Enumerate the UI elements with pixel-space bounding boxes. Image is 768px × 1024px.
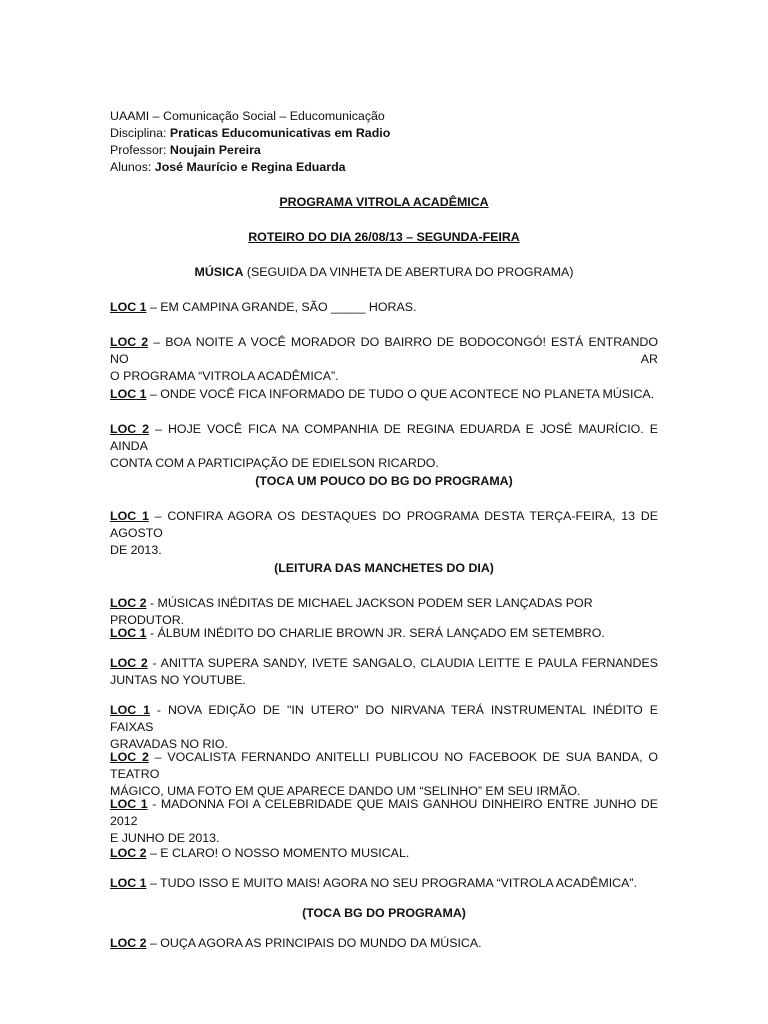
script-date: ROTEIRO DO DIA 26/08/13 – SEGUNDA-FEIRA: [248, 230, 520, 244]
music-cue: [0, 264, 768, 281]
loc-label: LOC 1: [110, 626, 147, 640]
loc-label: LOC 1: [110, 387, 147, 401]
discipline-value: Praticas Educomunicativas em Radio: [169, 126, 391, 140]
line-text: - ANITTA SUPERA SANDY, IVETE SANGALO, CLAUDIA LEITTE E PAULA FERNANDES: [147, 656, 658, 670]
line-continuation: DE 2013.: [110, 543, 162, 557]
institution-line: UAAMI – Comunicação Social – Educomunicação: [110, 109, 385, 123]
students-label: Alunos:: [110, 160, 152, 174]
professor-line: [110, 142, 261, 159]
line-text: - MADONNA FOI A CELEBRIDADE QUE MAIS GANHOU DINHEIRO ENTRE JUNHO DE 2012: [110, 797, 658, 828]
script-line: [110, 595, 658, 629]
loc-label: LOC 2: [110, 750, 149, 764]
script-line: [110, 935, 658, 952]
line-continuation: E JUNHO DE 2013.: [110, 831, 220, 845]
students-line: [110, 159, 346, 176]
music-word: MÚSICA: [194, 265, 244, 279]
line-text: – TUDO ISSO E MUITO MAIS! AGORA NO SEU PROGRAMA “VITROLA ACADÊMICA”.: [146, 876, 637, 890]
direction-headlines: (LEITURA DAS MANCHETES DO DIA): [274, 561, 494, 575]
loc-label: LOC 2: [110, 936, 147, 950]
program-title: PROGRAMA VITROLA ACADÊMICA: [279, 195, 489, 209]
line-text: – CONFIRA AGORA OS DESTAQUES DO PROGRAMA DESTA TERÇA-FEIRA, 13 DE AGOSTO: [110, 509, 658, 540]
line-text: – OUÇA AGORA AS PRINCIPAIS DO MUNDO DA MÚSICA.: [146, 936, 482, 950]
professor-value: Noujain Pereira: [169, 143, 261, 157]
students-value: José Maurício e Regina Eduarda: [154, 160, 346, 174]
music-note: (SEGUIDA DA VINHETA DE ABERTURA DO PROGRAMA): [246, 265, 574, 279]
script-line: [110, 625, 658, 642]
direction-bg: (TOCA BG DO PROGRAMA): [302, 906, 466, 920]
loc-label: LOC 2: [110, 596, 147, 610]
loc-label: LOC 1: [110, 876, 147, 890]
loc-label: LOC 1: [110, 509, 149, 523]
line-text: - NOVA EDIÇÃO DE "IN UTERO" DO NIRVANA TERÁ INSTRUMENTAL INÉDITO E FAIXAS: [110, 703, 658, 734]
loc-label: LOC 2: [110, 422, 150, 436]
line-text: – HOJE VOCÊ FICA NA COMPANHIA DE REGINA EDUARDA E JOSÉ MAURÍCIO. E AINDA: [110, 422, 658, 453]
script-line: [110, 875, 658, 892]
script-line: [110, 796, 658, 847]
line-text: – E CLARO! O NOSSO MOMENTO MUSICAL.: [146, 846, 410, 860]
script-line: [110, 386, 658, 403]
script-line: [110, 845, 658, 862]
loc-label: LOC 1: [110, 797, 148, 811]
line-text: – BOA NOITE A VOCÊ MORADOR DO BAIRRO DE BODOCONGÓ! ESTÁ ENTRANDO NO AR: [110, 335, 658, 366]
line-continuation: JUNTAS NO YOUTUBE.: [110, 673, 246, 687]
line-text: – EM CAMPINA GRANDE, SÃO _____ HORAS.: [146, 300, 417, 314]
loc-label: LOC 2: [110, 656, 148, 670]
line-text: - MÚSICAS INÉDITAS DE MICHAEL JACKSON PODEM SER LANÇADAS POR PRODUTOR.: [110, 596, 593, 627]
loc-label: LOC 1: [110, 300, 147, 314]
professor-label: Professor:: [110, 143, 167, 157]
line-text: – ONDE VOCÊ FICA INFORMADO DE TUDO O QUE ACONTECE NO PLANETA MÚSICA.: [146, 387, 655, 401]
direction-bg-intro: (TOCA UM POUCO DO BG DO PROGRAMA): [255, 474, 513, 488]
discipline-label: Disciplina:: [110, 126, 167, 140]
loc-label: LOC 2: [110, 846, 147, 860]
discipline-line: [110, 125, 390, 142]
line-continuation: MÁGICO, UMA FOTO EM QUE APARECE DANDO UM “SELINHO” EM SEU IRMÃO.: [110, 784, 581, 798]
script-line: [110, 299, 658, 316]
line-text: – VOCALISTA FERNANDO ANITELLI PUBLICOU NO FACEBOOK DE SUA BANDA, O TEATRO: [110, 750, 658, 781]
script-line: [110, 334, 658, 385]
line-continuation: CONTA COM A PARTICIPAÇÃO DE EDIELSON RICARDO.: [110, 456, 439, 470]
line-text: - ÁLBUM INÉDITO DO CHARLIE BROWN JR. SERÁ LANÇADO EM SETEMBRO.: [146, 626, 605, 640]
script-line: [110, 421, 658, 472]
script-line: [110, 508, 658, 559]
loc-label: LOC 1: [110, 703, 150, 717]
line-continuation: GRAVADAS NO RIO.: [110, 737, 228, 751]
script-line: [110, 655, 658, 689]
script-line: [110, 749, 658, 800]
script-line: [110, 702, 658, 753]
line-continuation: O PROGRAMA “VITROLA ACADÊMICA”.: [110, 369, 339, 383]
loc-label: LOC 2: [110, 335, 149, 349]
